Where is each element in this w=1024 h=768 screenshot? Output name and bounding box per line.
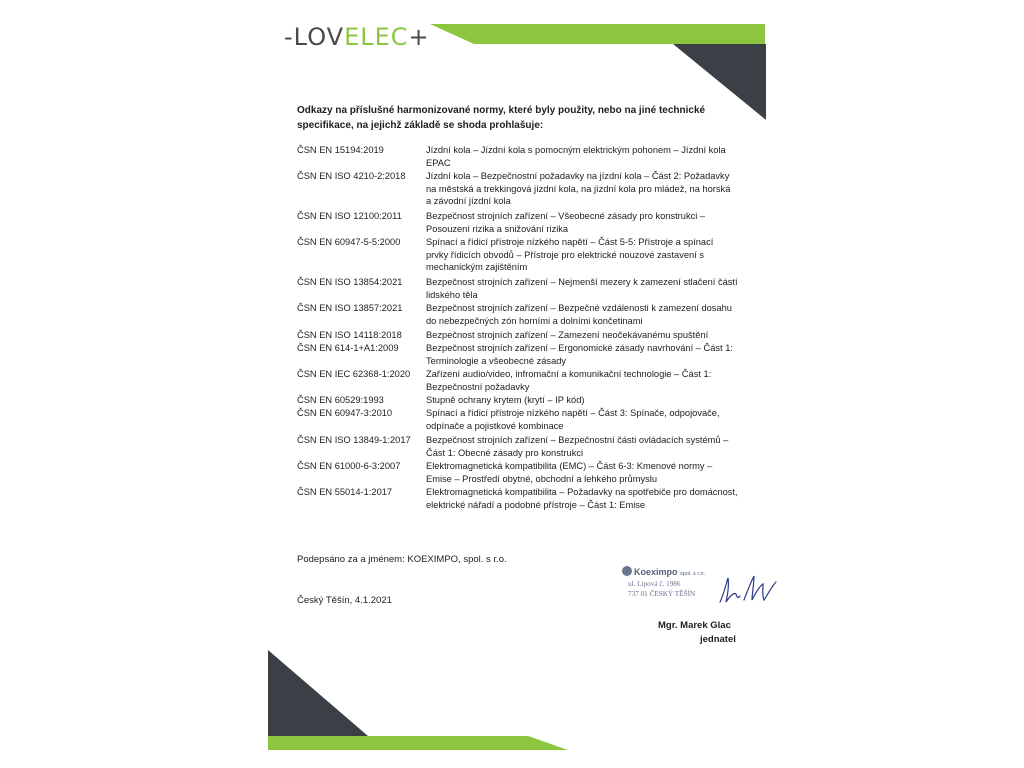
norm-code: ČSN EN ISO 13849-1:2017 [297, 435, 411, 445]
handwritten-signature [714, 572, 786, 608]
norm-description: Stupně ochrany krytem (krytí – IP kód) [426, 395, 585, 405]
footer-dark-triangle-shape [268, 650, 368, 736]
norm-description: Spínací a řídicí přístroje nízkého napětí – Část 3: Spínače, odpojovače, odpínače a pojistkové kombinace [426, 408, 720, 431]
norm-description: Bezpečnost strojních zařízení – Ergonomické zásady navrhování – Část 1: Terminologie a všeobecné zásady [426, 343, 733, 366]
norm-code: ČSN EN 614-1+A1:2009 [297, 343, 399, 353]
logo-lov: LOV [293, 23, 345, 51]
signatory-role: jednatel [700, 634, 736, 645]
place-and-date: Český Těšín, 4.1.2021 [297, 595, 392, 606]
signature-stroke-1 [720, 578, 740, 602]
footer-dark-triangle [268, 650, 368, 736]
signed-for-label: Podepsáno za a jménem: KOEXIMPO, spol. s r.o. [297, 554, 507, 565]
norm-code: ČSN EN 61000-6-3:2007 [297, 461, 401, 471]
stamp-brand-suffix: spol. s r.o. [680, 571, 706, 577]
logo-elec: ELEC [344, 23, 409, 51]
footer-green-stripe [268, 736, 568, 750]
norm-description: Elektromagnetická kompatibilita (EMC) – Část 6-3: Kmenové normy – Emise – Prostředí obytné, obchodní a lehkého průmyslu [426, 461, 713, 484]
stamp-city: 737 01 ČESKÝ TĚŠÍN [628, 590, 696, 598]
norm-code: ČSN EN IEC 62368-1:2020 [297, 369, 411, 379]
norm-code: ČSN EN 55014-1:2017 [297, 487, 393, 497]
logo-plus: + [408, 23, 430, 51]
norm-code: ČSN EN ISO 14118:2018 [297, 330, 402, 340]
signature-stroke-2 [744, 576, 776, 600]
header-green-stripe [430, 24, 765, 44]
lovelec-logo [284, 22, 430, 52]
norm-code: ČSN EN ISO 13854:2021 [297, 277, 403, 287]
stamp-brand [622, 566, 705, 577]
norm-code: ČSN EN 60529:1993 [297, 395, 384, 405]
intro-text: Odkazy na příslušné harmonizované normy, které byly použity, nebo na jiné technické specifikace, na jejichž základě se shoda prohlašuje: [297, 105, 706, 131]
norm-description: Spínací a řídicí přístroje nízkého napětí – Část 5-5: Přístroje a spínací prvky řídicích obvodů – Přístroje pro elektrické nouzové zastavení s mechanickým zajištěním [426, 237, 714, 273]
norm-description: Bezpečnost strojních zařízení – Bezpečnostní části ovládacích systémů – Část 1: Obecné zásady pro konstrukci [426, 435, 729, 458]
norm-code: ČSN EN ISO 13857:2021 [297, 303, 403, 313]
logo-dash: - [284, 23, 294, 51]
norm-description: Jízdní kola – Bezpečnostní požadavky na jízdní kola – Část 2: Požadavky na městská a trekkingová jízdní kola, na jízdní kola pro mládež, na horská a závodní jízdní kola [426, 171, 731, 207]
norm-code: ČSN EN 60947-5-5:2000 [297, 237, 401, 247]
norm-code: ČSN EN 15194:2019 [297, 145, 384, 155]
norm-code: ČSN EN ISO 12100:2011 [297, 211, 402, 221]
norm-description: Zařízení audio/video, infromační a komunikační technologie – Část 1: Bezpečnostní požadavky [426, 369, 712, 392]
koeximpo-logo-icon [622, 566, 632, 576]
footer-green-stripe-shape [268, 736, 568, 750]
norm-description: Bezpečnost strojních zařízení – Bezpečné vzdálenosti k zamezení dosahu do nebezpečných zón horními a dolními končetinami [426, 303, 732, 326]
norm-description: Elektromagnetická kompatibilita – Požadavky na spotřebiče pro domácnost, elektrické nářadí a podobné přístroje – Část 1: Emise [426, 487, 738, 510]
norm-description: Jízdní kola – Jízdní kola s pomocným elektrickým pohonem – Jízdní kola EPAC [426, 145, 726, 168]
signatory-name: Mgr. Marek Glac [658, 620, 731, 631]
stamp-street: ul. Lipová č. 1986 [628, 580, 681, 588]
norm-description: Bezpečnost strojních zařízení – Všeobecné zásady pro konstrukci – Posouzení rizika a snižování rizika [426, 211, 706, 234]
stamp-brand-name: Koeximpo [634, 567, 678, 577]
header-green-stripe-shape [430, 24, 765, 44]
norm-code: ČSN EN ISO 4210-2:2018 [297, 171, 406, 181]
norm-description: Bezpečnost strojních zařízení – Zamezení neočekávanému spuštění [426, 330, 709, 340]
norm-code: ČSN EN 60947-3:2010 [297, 408, 393, 418]
norm-description: Bezpečnost strojních zařízení – Nejmenší mezery k zamezení stlačení částí lidského těla [426, 277, 738, 300]
